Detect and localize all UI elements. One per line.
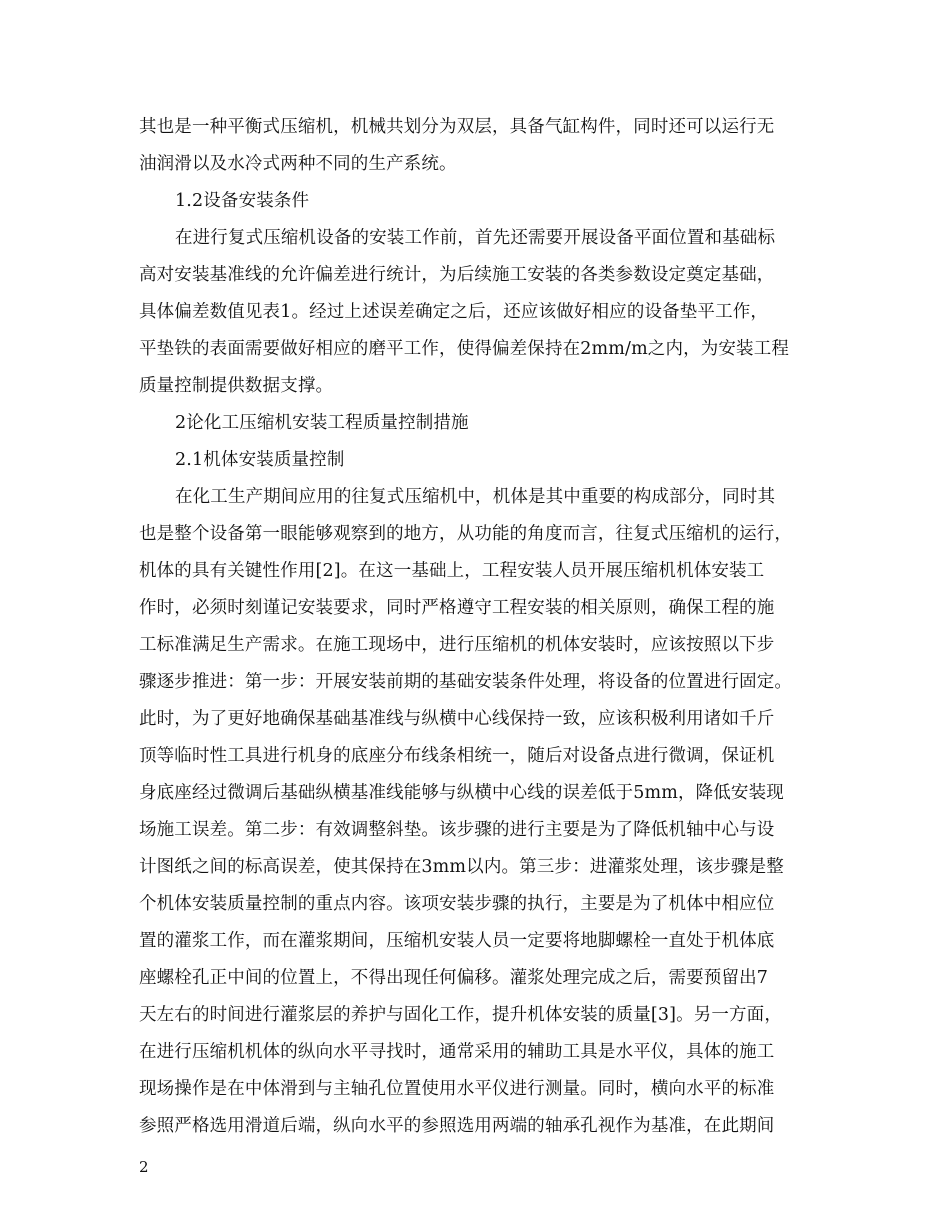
- body-text-line: 其也是一种平衡式压缩机，机械共划分为双层，具备气缸构件，同时还可以运行无: [139, 117, 775, 137]
- body-text-line: 平垫铁的表面需要做好相应的磨平工作，使得偏差保持在2mm/m之内，为安装工程: [139, 339, 790, 359]
- body-text-line: 也是整个设备第一眼能够观察到的地方，从功能的角度而言，往复式压缩机的运行，: [139, 524, 793, 544]
- body-text-line: 置的灌浆工作，而在灌浆期间，压缩机安装人员一定要将地脚螺栓一直处于机体底: [139, 931, 775, 951]
- body-text-line: 在进行复式压缩机设备的安装工作前，首先还需要开展设备平面位置和基础标: [175, 228, 776, 248]
- page-number: 2: [139, 1158, 149, 1176]
- body-text-line: 油润滑以及水冷式两种不同的生产系统。: [139, 154, 457, 174]
- body-text-line: 计图纸之间的标高误差，使其保持在3mm以内。第三步：进灌浆处理，该步骤是整: [139, 857, 784, 877]
- body-text-line: 具体偏差数值见表1。经过上述误差确定之后，还应该做好相应的设备垫平工作，: [139, 302, 769, 322]
- body-text-line: 作时，必须时刻谨记安装要求，同时严格遵守工程安装的相关原则，确保工程的施: [139, 598, 775, 618]
- body-text-line: 机体的具有关键性作用[2]。在这一基础上，工程安装人员开展压缩机机体安装工: [139, 561, 765, 581]
- body-text-line: 骤逐步推进：第一步：开展安装前期的基础安装条件处理，将设备的位置进行固定。: [139, 672, 793, 692]
- body-text-line: 个机体安装质量控制的重点内容。该项安装步骤的执行，主要是为了机体中相应位: [139, 894, 775, 914]
- section-heading: 1.2设备安装条件: [175, 191, 310, 211]
- body-text-line: 场施工误差。第二步：有效调整斜垫。该步骤的进行主要是为了降低机轴中心与设: [139, 820, 775, 840]
- section-heading: 2.1机体安装质量控制: [175, 450, 345, 470]
- body-text-line: 身底座经过微调后基础纵横基准线能够与纵横中心线的误差低于5mm，降低安装现: [139, 783, 784, 803]
- body-text-line: 此时，为了更好地确保基础基准线与纵横中心线保持一致，应该积极利用诸如千斤: [139, 709, 775, 729]
- body-text-line: 参照严格选用滑道后端，纵向水平的参照选用两端的轴承孔视作为基准，在此期间: [139, 1116, 775, 1136]
- body-text-line: 现场操作是在中体滑到与主轴孔位置使用水平仪进行测量。同时，横向水平的标准: [139, 1079, 775, 1099]
- body-text-line: 高对安装基准线的允许偏差进行统计，为后续施工安装的各类参数设定奠定基础，: [139, 265, 775, 285]
- body-text-line: 在化工生产期间应用的往复式压缩机中，机体是其中重要的构成部分，同时其: [175, 487, 776, 507]
- body-text-line: 在进行压缩机机体的纵向水平寻找时，通常采用的辅助工具是水平仪，具体的施工: [139, 1042, 775, 1062]
- body-text-line: 质量控制提供数据支撑。: [139, 376, 334, 396]
- body-text-line: 工标准满足生产需求。在施工现场中，进行压缩机的机体安装时，应该按照以下步: [139, 635, 775, 655]
- body-text-line: 座螺栓孔正中间的位置上，不得出现任何偏移。灌浆处理完成之后，需要预留出7: [139, 968, 769, 988]
- body-text-line: 天左右的时间进行灌浆层的养护与固化工作，提升机体安装的质量[3]。另一方面，: [139, 1005, 782, 1025]
- section-heading: 2论化工压缩机安装工程质量控制措施: [175, 413, 469, 433]
- body-text-line: 顶等临时性工具进行机身的底座分布线条相统一，随后对设备点进行微调，保证机: [139, 746, 775, 766]
